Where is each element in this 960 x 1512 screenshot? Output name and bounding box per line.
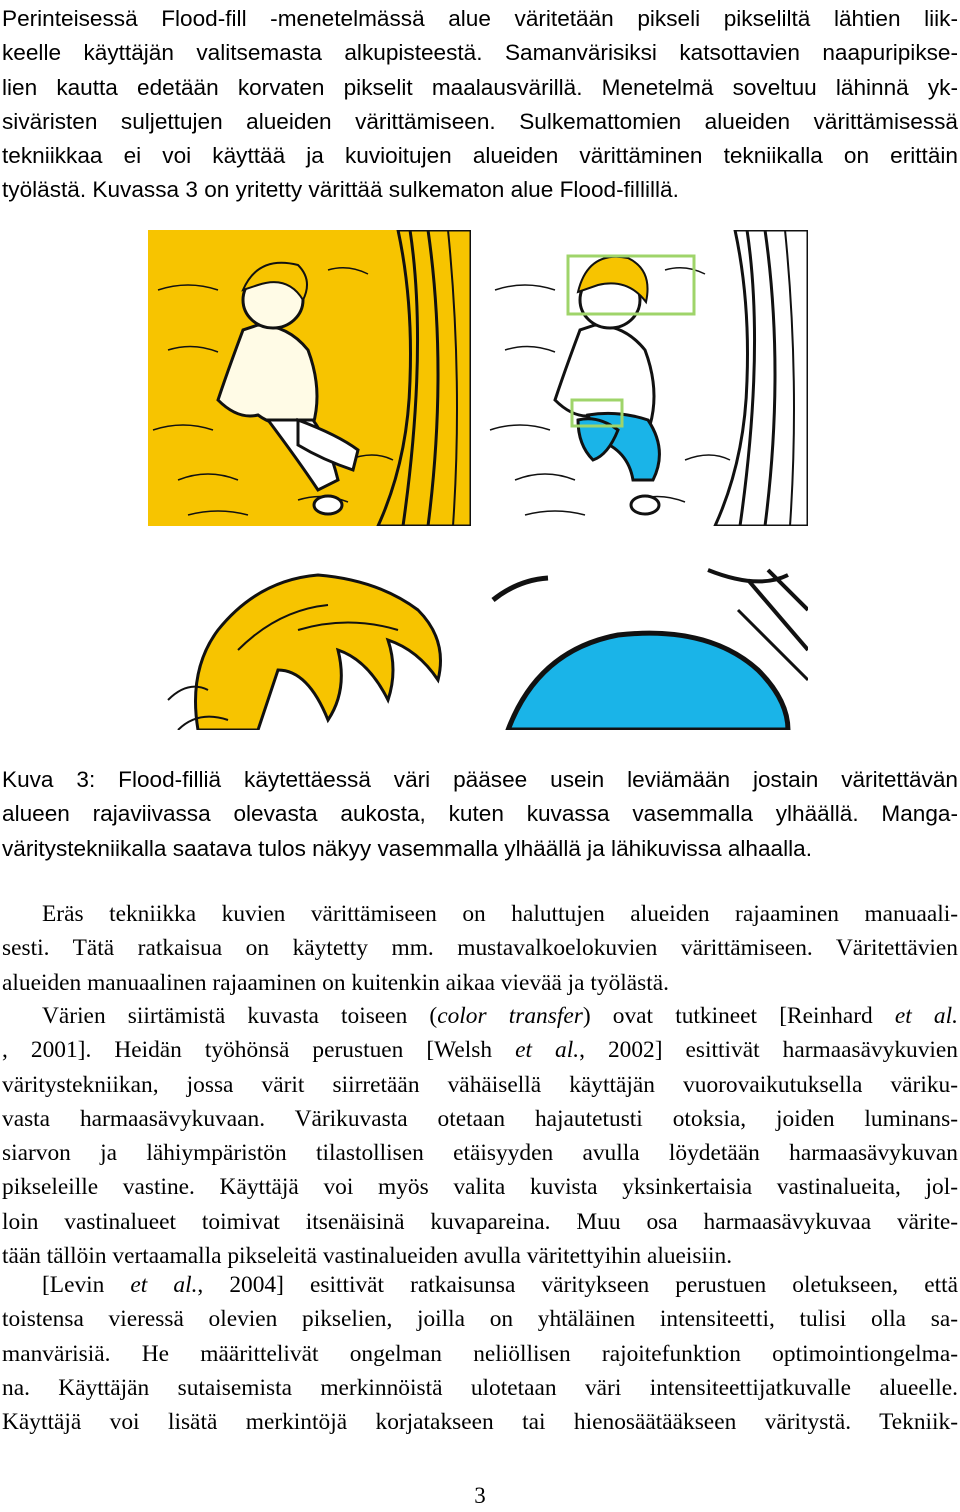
- text-line: loin vastinalueet toimivat itsenäisinä kuvapareina. Muu osa harmaasävykuvaa värite-: [2, 1208, 958, 1235]
- text-line: vasta harmaasävykuvaan. Värikuvasta otetaan hajautetusti otoksia, joiden luminans-: [2, 1105, 958, 1132]
- text-line: tään tällöin vertaamalla pikseleitä vastinalueiden avulla väritettyihin alueisiin.: [2, 1243, 733, 1270]
- italic-term: color transfer: [437, 1003, 583, 1029]
- text-line: [2, 1033, 958, 1067]
- italic-term: et al.: [894, 1003, 958, 1029]
- text-line: alueiden manuaalinen rajaaminen on kuitenkin aikaa vievää ja työlästä.: [2, 969, 670, 996]
- text-line: siväristen suljettujen alueiden värittämiseen. Sulkemattomien alueiden värittämisessä: [2, 108, 958, 134]
- text-run: , 2002] esittivät harmaasävykuvien: [579, 1037, 958, 1064]
- text-run: Värien siirtämistä kuvasta toiseen (: [42, 1003, 438, 1029]
- text-line: toistensa vieressä olevien pikselien, joilla on yhtäläinen intensiteetti, tulisi olla sa-: [2, 1306, 958, 1333]
- text-line: Käyttäjä voi lisätä merkintöjä korjatakseen tai hienosäätääkseen väritystä. Tekniik-: [2, 1409, 958, 1436]
- italic-term: et al.: [515, 1037, 580, 1064]
- text-line: [2, 999, 958, 1033]
- text-line: työlästä. Kuvassa 3 on yritetty värittää sulkematon alue Flood-fillillä.: [2, 177, 679, 203]
- text-line: Perinteisessä Flood-fill -menetelmässä alue väritetään pikseli pikseliltä lähtien liik-: [2, 6, 958, 31]
- text-line: Eräs tekniikka kuvien värittämiseen on haluttujen alueiden rajaaminen manuaali-: [42, 901, 958, 927]
- text-line: lien kautta edetään korvaten pikselit maalausvärillä. Menetelmä soveltuu lähinnä yk-: [2, 74, 958, 100]
- italic-term: et al.: [130, 1272, 198, 1298]
- figure-caption: [2, 763, 958, 866]
- caption-line: väritystekniikalla saatava tulos näkyy vasemmalla ylhäällä ja lähikuvissa alhaalla.: [2, 835, 812, 861]
- paragraph-flood-fill: [2, 2, 958, 208]
- text-line: tekniikkaa ei voi käyttää ja kuvioitujen alueiden värittäminen tekniikalla on erittäin: [2, 143, 958, 169]
- panel-closeup-hair: [148, 566, 471, 730]
- text-line: väritystekniikan, jossa värit siirretään vähäisellä käyttäjän vuorovaikutuksella väriku-: [2, 1071, 958, 1098]
- paragraph-manual-segmentation: [2, 897, 958, 1000]
- text-run: , 2001]. Heidän työhönsä perustuen [Welsh: [2, 1037, 516, 1064]
- text-line: manvärisiä. He määrittelivät ongelman neliöllisen rajoitefunktion optimointiongelma-: [2, 1340, 958, 1367]
- text-line: pikseleille vastine. Käyttäjä voi myös valita kuvista yksinkertaisia vastinalueita, jol-: [2, 1174, 958, 1201]
- text-line: siarvon ja lähiympäristön tilastollisen etäisyyden avulla löydetään harmaasävykuvan: [2, 1140, 958, 1167]
- figure-illustration: [148, 230, 808, 730]
- panel-closeup-blue: [485, 566, 808, 730]
- text-line: na. Käyttäjän sutaisemista merkinnöistä ulotetaan väri intensiteettijatkuvalle alueelle.: [2, 1374, 958, 1401]
- caption-line: Kuva 3: Flood-filliä käytettäessä väri pääsee usein leviämään jostain väritettävän: [2, 767, 958, 792]
- paragraph-color-transfer: [2, 999, 958, 1273]
- text-run: [Levin: [42, 1272, 131, 1298]
- caption-line: alueen rajaviivassa olevasta aukosta, kuten kuvassa vasemmalla ylhäällä. Manga-: [2, 801, 958, 827]
- text-line: [2, 1268, 958, 1302]
- page-number: 3: [474, 1483, 486, 1508]
- text-line: keelle käyttäjän valitsemasta alkupisteestä. Samanvärisiksi katsottavien naapuripikse-: [2, 40, 958, 66]
- paragraph-levin: [2, 1268, 958, 1439]
- panel-flood-fill-leak: [148, 230, 471, 526]
- text-line: sesti. Tätä ratkaisua on käytetty mm. mustavalkoelokuvien värittämiseen. Väritettävien: [2, 935, 958, 962]
- panel-manga-colorization: [485, 230, 808, 526]
- figure-3: [148, 230, 808, 730]
- text-run: , 2004] esittivät ratkaisunsa väritykseen perustuen oletukseen, että: [197, 1272, 958, 1298]
- text-run: ) ovat tutkineet [Reinhard: [582, 1003, 895, 1029]
